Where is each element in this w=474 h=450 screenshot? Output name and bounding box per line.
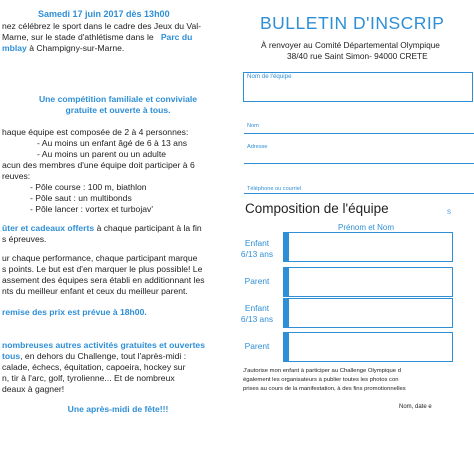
- competition-title-2: gratuite et ouverte à tous.: [65, 105, 171, 115]
- team-rule-1: haque équipe est composée de 2 à 4 personnes:: [2, 127, 189, 137]
- team-rule-5: reuves:: [2, 171, 31, 181]
- composition-title: Composition de l'équipe: [245, 201, 389, 216]
- team-rule-7: - Pôle saut : un multibonds: [30, 193, 132, 203]
- intro-line-1: nez célébrez le sport dans le cadre des Jeux du Val-: [2, 21, 202, 31]
- field-nom-line[interactable]: [244, 133, 474, 134]
- prize-time: remise des prix est prévue à 18h00.: [2, 307, 147, 317]
- team-rule-6: - Pôle course : 100 m, biathlon: [30, 182, 147, 192]
- intro-line-3: [2, 43, 124, 54]
- performance-2: s points. Le but est d'en marquer le plus possible! Le: [2, 264, 203, 274]
- team-rule-8: - Pôle lancer : vortex et turbojav': [30, 204, 153, 214]
- snack-line-2: s épreuves.: [2, 234, 47, 244]
- signature-label: Nom, date e: [399, 404, 432, 410]
- row-label-child-1-text: Enfant 6/13 ans: [240, 238, 274, 259]
- column-prenom-nom: Prénom et Nom: [338, 223, 395, 232]
- field-tel-line[interactable]: [244, 193, 474, 194]
- participant-box-4[interactable]: [283, 332, 453, 362]
- performance-4: nts du meilleur enfant et ceux du meilleur parent.: [2, 286, 188, 296]
- intro-text: Marne, sur le stade d'athlétisme dans le: [2, 32, 154, 42]
- activities-line-4: n, tir à l'arc, golf, tyrolienne... Et de nombreux: [2, 373, 175, 383]
- address-line-2: 38/40 rue Saint Simon- 94000 CRETE: [287, 51, 428, 61]
- activities-rest: , en dehors du Challenge, tout l'après-midi :: [20, 351, 187, 361]
- snack-line-1: [2, 223, 202, 234]
- participant-box-1[interactable]: [283, 232, 453, 262]
- performance-1: ur chaque performance, chaque participant marque: [2, 253, 198, 263]
- activities-line-2: [2, 351, 186, 362]
- park-link[interactable]: Parc du: [160, 32, 193, 42]
- consent-line-2: également les organisateurs à publier toutes les photos con: [243, 377, 399, 383]
- row-label-parent-2: Parent: [244, 341, 270, 351]
- competition-title-1: Une compétition familiale et conviviale: [38, 94, 198, 104]
- address-line-1: À renvoyer au Comité Départemental Olympique: [261, 40, 440, 50]
- registration-form: [232, 0, 450, 450]
- consent-line-3: prises au cours de la manifestation, à des fins promotionnelles: [243, 386, 406, 392]
- team-name-label: Nom de l'équipe: [247, 73, 292, 80]
- intro-location-bold: mblay: [2, 43, 27, 53]
- form-title: BULLETIN D'INSCRIP: [260, 13, 445, 33]
- row-label-parent-1: Parent: [244, 276, 270, 286]
- row-label-child-2: [234, 303, 280, 324]
- performance-3: assement des équipes sera établi en additionnant les: [2, 275, 205, 285]
- field-adresse-line[interactable]: [244, 163, 474, 164]
- row-label-child-1: [234, 238, 280, 259]
- intro-line-2: [2, 32, 192, 43]
- event-info-column: [0, 0, 226, 450]
- team-rule-3: - Au moins un parent ou un adulte: [37, 149, 166, 159]
- event-date: Samedi 17 juin 2017 dès 13h00: [38, 9, 170, 19]
- consent-line-1: J'autorise mon enfant à participer au Challenge Olympique d: [243, 368, 401, 374]
- column-partial-label: S: [447, 210, 452, 216]
- field-nom-label: Nom: [247, 123, 259, 129]
- party-line: Une après-midi de fête!!!: [67, 404, 169, 414]
- snack-rest: à chaque participant à la fin: [94, 223, 202, 233]
- activities-line-3: calade, échecs, équitation, capoeira, hockey sur: [2, 362, 186, 372]
- activities-line-5: deaux à gagner!: [2, 384, 65, 394]
- field-tel-label: Téléphone ou courriel: [247, 186, 302, 192]
- row-label-child-2-text: Enfant 6/13 ans: [240, 303, 274, 324]
- activities-line-1: nombreuses autres activités gratuites et ouvertes: [2, 340, 205, 350]
- participant-box-3[interactable]: [283, 298, 453, 328]
- intro-city: à Champigny-sur-Marne.: [26, 43, 125, 53]
- participant-box-2[interactable]: [283, 267, 453, 297]
- field-adresse-label: Adresse: [247, 144, 268, 150]
- team-rule-2: - Au moins un enfant âgé de 6 à 13 ans: [37, 138, 188, 148]
- snack-bold: ûter et cadeaux offerts: [2, 223, 95, 233]
- team-rule-4: acun des membres d'une équipe doit participer à 6: [2, 160, 195, 170]
- activities-bold: tous: [2, 351, 21, 361]
